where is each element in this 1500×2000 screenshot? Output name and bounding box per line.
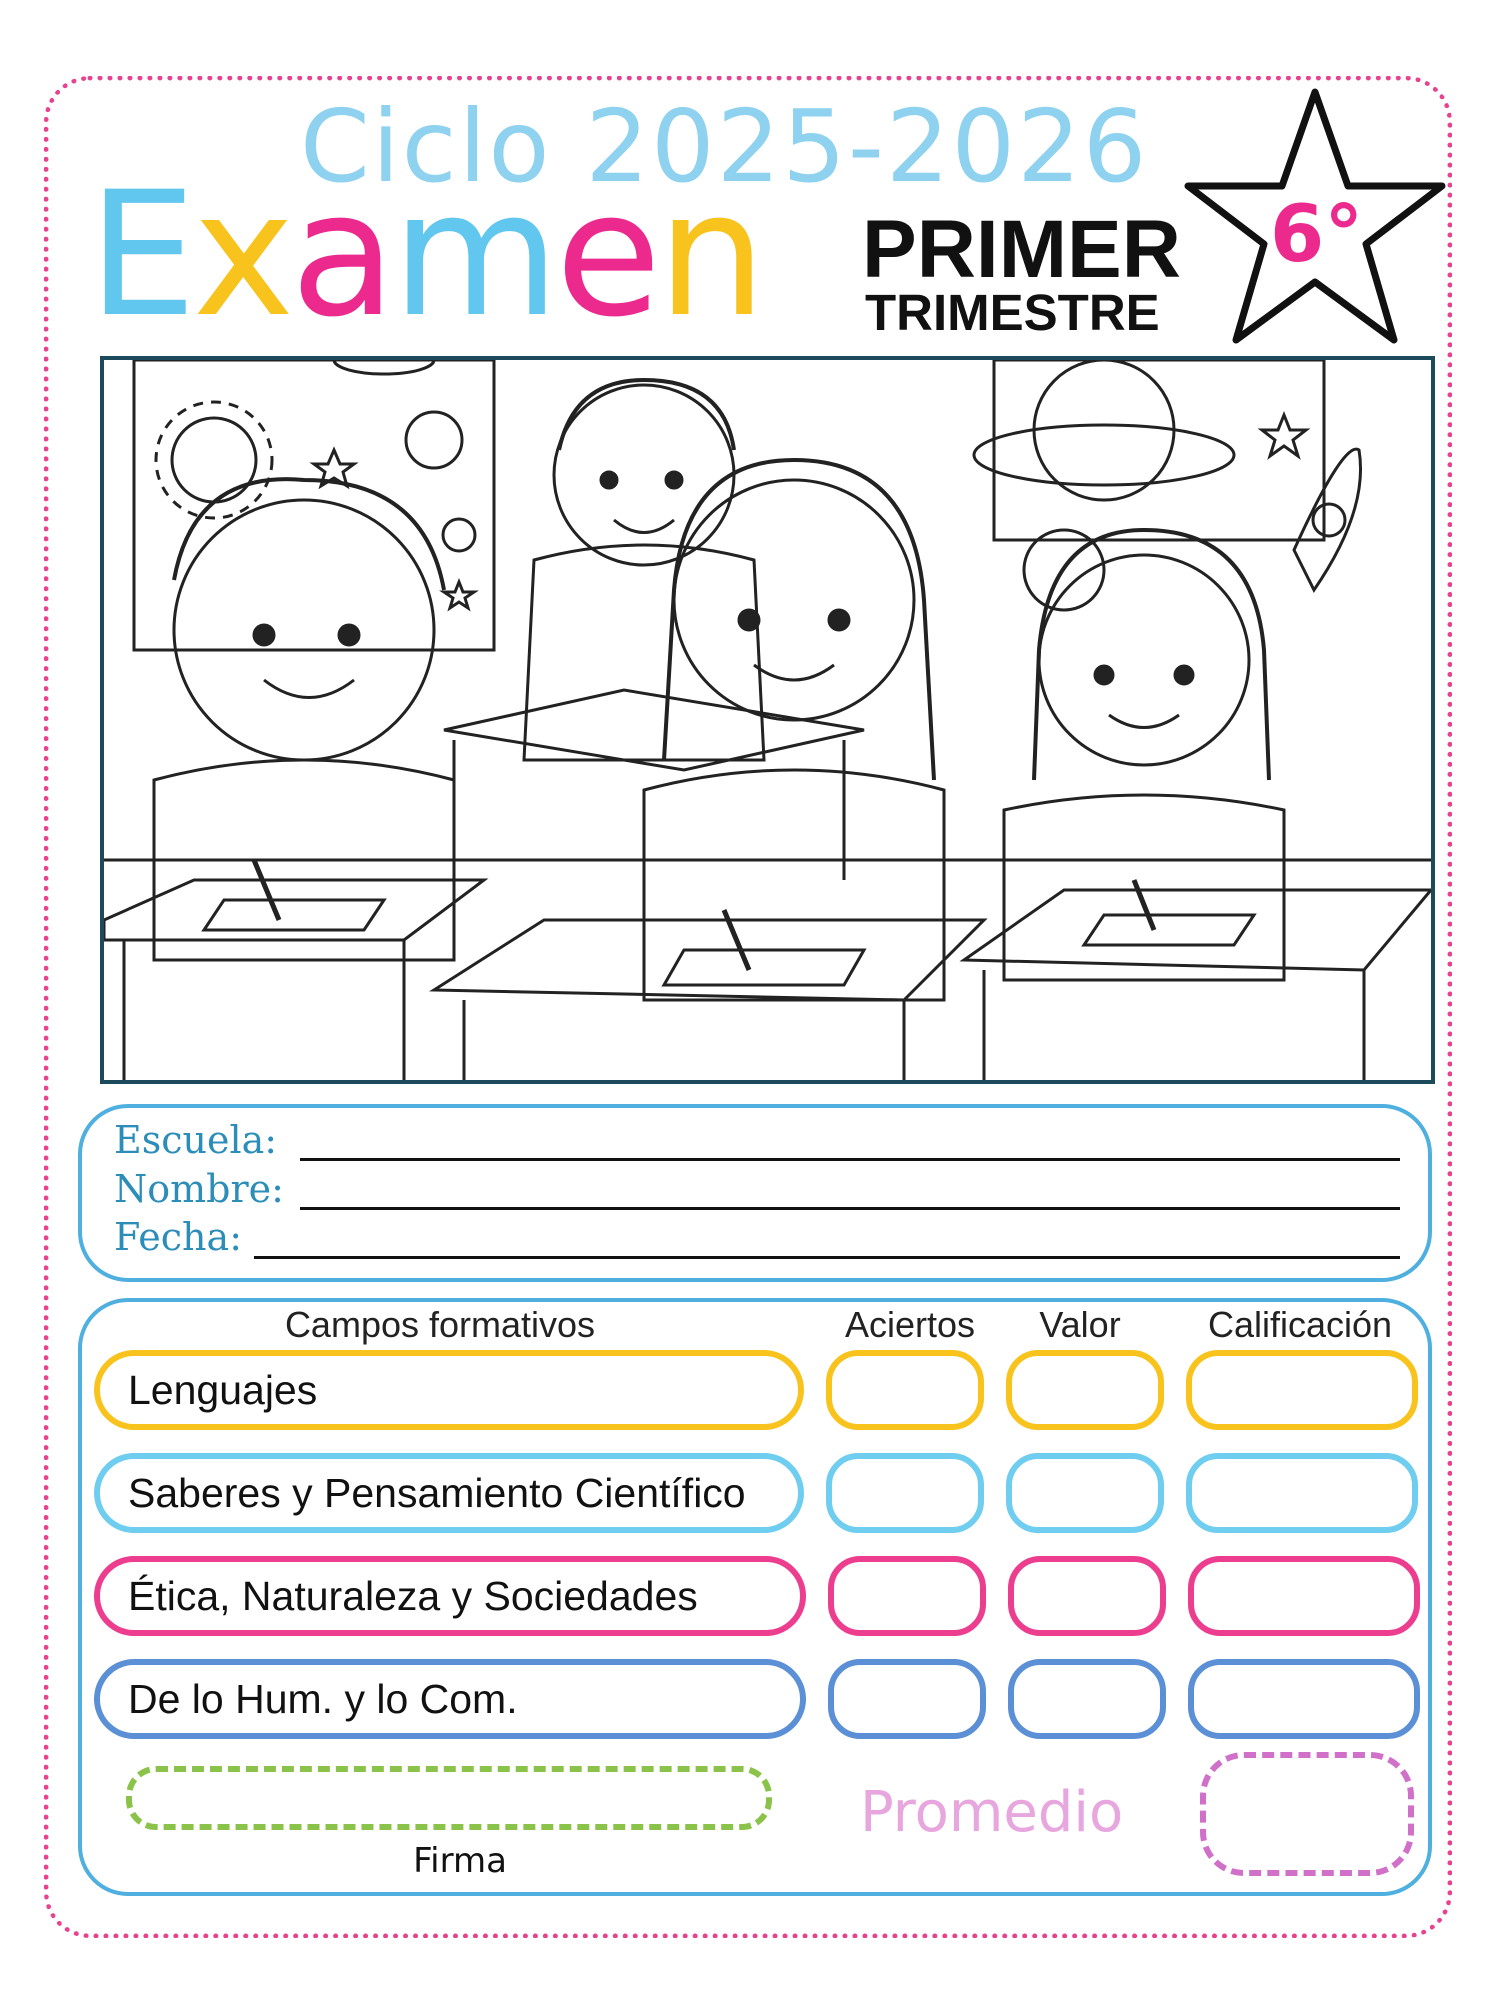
aciertos-box[interactable] [826, 1350, 984, 1430]
aciertos-box[interactable] [828, 1556, 986, 1636]
valor-box[interactable] [1008, 1659, 1166, 1739]
classroom-illustration [100, 356, 1435, 1084]
signature-label: Firma [413, 1841, 507, 1881]
term-primer: PRIMER [862, 204, 1181, 295]
col-header-calificacion: Calificación [1207, 1304, 1393, 1345]
valor-box[interactable] [1008, 1556, 1166, 1636]
calificacion-box[interactable] [1188, 1659, 1420, 1739]
classroom-drawing [104, 360, 1431, 1080]
school-label: Escuela: [114, 1118, 278, 1162]
valor-box[interactable] [1006, 1350, 1164, 1430]
valor-box[interactable] [1006, 1453, 1164, 1533]
calificacion-box[interactable] [1186, 1350, 1418, 1430]
date-label: Fecha: [114, 1215, 242, 1259]
subject-row-lenguajes: Lenguajes [94, 1350, 804, 1430]
aciertos-box[interactable] [826, 1453, 984, 1533]
grade-badge: 6° [1270, 190, 1364, 280]
exam-letter: a [290, 154, 392, 355]
exam-letter: n [657, 154, 763, 355]
aciertos-box[interactable] [828, 1659, 986, 1739]
col-header-aciertos: Aciertos [844, 1304, 976, 1345]
calificacion-box[interactable] [1188, 1556, 1420, 1636]
exam-letter: E [88, 154, 193, 355]
exam-title [88, 154, 763, 355]
subject-row-humanidades: De lo Hum. y lo Com. [94, 1659, 806, 1739]
school-cycle: Ciclo 2025-2026 [300, 88, 1149, 205]
signature-field[interactable] [126, 1766, 772, 1830]
subject-row-etica: Ética, Naturaleza y Sociedades [94, 1556, 806, 1636]
col-header-subject: Campos formativos [284, 1304, 596, 1345]
date-field[interactable] [254, 1256, 1400, 1259]
name-field[interactable] [300, 1207, 1400, 1210]
term-trimestre: TRIMESTRE [865, 284, 1160, 341]
exam-letter: e [555, 154, 658, 355]
exam-letter: x [192, 154, 291, 355]
calificacion-box[interactable] [1186, 1453, 1418, 1533]
col-header-valor: Valor [1039, 1304, 1121, 1345]
name-label: Nombre: [114, 1167, 284, 1211]
school-field[interactable] [300, 1158, 1400, 1161]
subject-row-saberes: Saberes y Pensamiento Científico [94, 1453, 804, 1533]
average-label: Promedio [860, 1780, 1124, 1845]
exam-letter: m [391, 154, 556, 355]
average-field[interactable] [1200, 1752, 1414, 1876]
